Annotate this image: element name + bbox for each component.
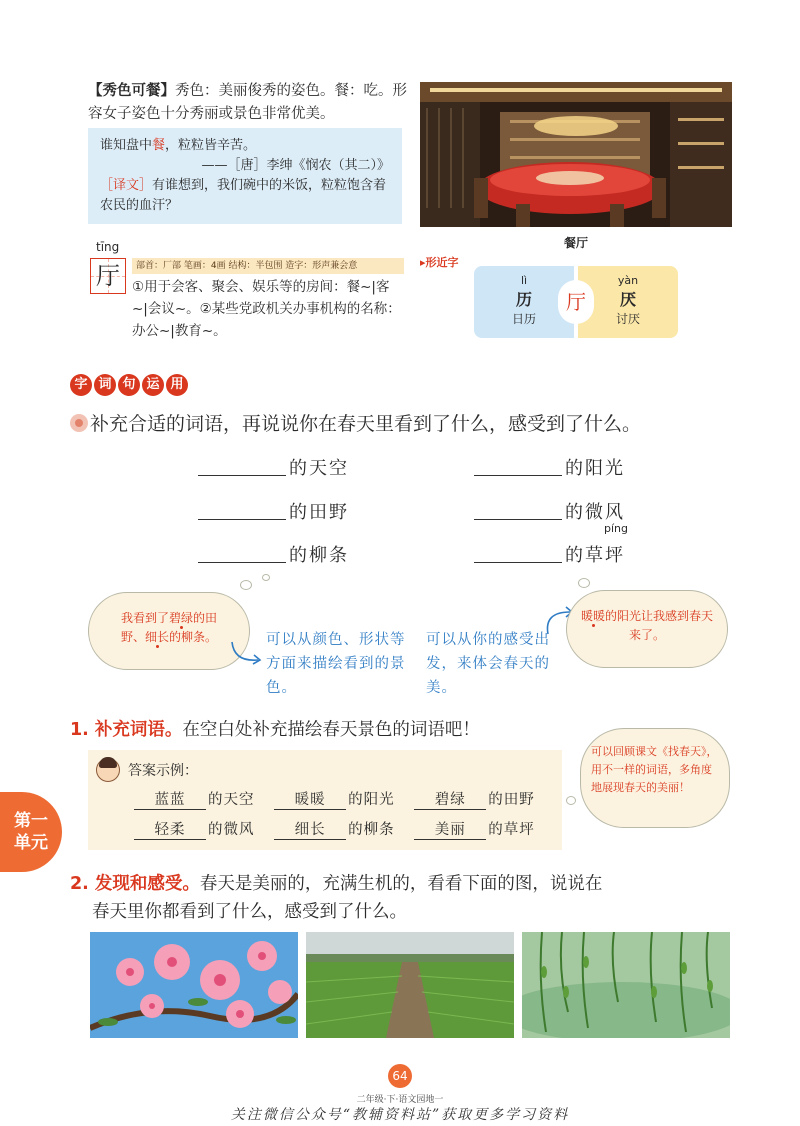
bubble-text: 的柳条。	[169, 630, 218, 644]
task-2-text-1: 春天是美丽的，充满生机的，看看下面的图，说说在	[199, 874, 603, 894]
answer-label: 的田野	[488, 792, 535, 808]
similar-left-pinyin: lì	[520, 274, 528, 287]
similar-right-char: 厌	[619, 290, 636, 309]
kid-avatar-icon	[96, 758, 120, 782]
task-instruction	[70, 410, 641, 438]
arrow-left-icon	[228, 640, 268, 670]
answer-fill: 美丽	[414, 818, 486, 840]
blank-line[interactable]	[198, 545, 286, 563]
blank-label: 的微风	[565, 502, 625, 523]
tip-left: 可以从颜色、形状等方面来描绘看到的景色。	[266, 632, 406, 696]
blank-line[interactable]	[474, 545, 562, 563]
poem-highlight: 餐	[152, 138, 166, 153]
blank-item[interactable]	[198, 541, 349, 567]
flower-icon	[70, 414, 88, 432]
photo-caption: 餐厅	[563, 236, 588, 250]
task-2-head: 2. 发现和感受。	[70, 874, 200, 894]
similar-left-char: 历	[515, 290, 532, 309]
bubble-keyword: 碧绿	[168, 611, 193, 625]
answer-label: 的微风	[208, 822, 255, 838]
thought-bubble-tip: 可以回顾课文《找春天》，用不一样的词语，多角度地展现春天的美丽！	[580, 728, 730, 828]
answer-fill: 细长	[274, 818, 346, 840]
blank-label: 的阳光	[565, 458, 625, 479]
answer-fill: 蓝蓝	[134, 788, 206, 810]
bubble-text: 野、	[120, 630, 145, 644]
unit-tab-line-2: 单元	[14, 833, 48, 853]
unit-tab-line-1: 第一	[14, 811, 48, 831]
task-1-text: 在空白处补充描绘春天景色的词语吧！	[182, 720, 480, 740]
blank-item[interactable]	[198, 454, 349, 480]
char-definition: ①用于会客、聚会、娱乐等的房间：餐~|客~|会议~。②某些党政机关办事机构的名称：办公~|教育~。	[132, 279, 401, 339]
char-pinyin: tīng	[96, 240, 120, 254]
blank-label: 的天空	[289, 458, 349, 479]
peach-blossom-photo	[90, 932, 298, 1038]
poem-text-a: 谁知盘中	[100, 138, 153, 153]
answer-fill: 碧绿	[414, 788, 486, 810]
answer-row	[134, 818, 535, 840]
blank-line[interactable]	[474, 458, 562, 476]
task-text: 补充合适的词语，再说说你在春天里看到了什么，感受到了什么。	[90, 413, 642, 435]
bubble-keyword: 暖暖	[580, 609, 605, 623]
char-box	[90, 258, 126, 294]
blank-item[interactable]	[198, 498, 349, 524]
task-2	[70, 870, 750, 926]
footer-promo: 关注微信公众号“教辅资料站”获取更多学习资料	[230, 1107, 570, 1123]
bubble-keyword: 细长	[144, 630, 169, 644]
ping-pinyin: píng	[604, 522, 628, 535]
tip-right: 可以从你的感受出发，来体会春天的美。	[426, 632, 550, 696]
char-meta: 部首：厂部 笔画：4画 结构：半包围 造字：形声兼会意	[132, 258, 404, 274]
idiom-entry	[88, 80, 410, 126]
answer-fill: 轻柔	[134, 818, 206, 840]
similar-chars-label: ▸形近字	[420, 256, 459, 269]
section-title-char: 词	[94, 374, 116, 396]
char-glyph: 厅	[96, 262, 120, 290]
thought-bubble-left	[88, 592, 250, 670]
similar-right-pinyin: yàn	[617, 274, 639, 287]
bubble-puff	[240, 580, 252, 590]
bubble-puff	[262, 574, 270, 581]
bubble-text: 的田	[193, 611, 218, 625]
section-title-char: 句	[118, 374, 140, 396]
answer-fill: 暖暖	[274, 788, 346, 810]
poem-translation	[100, 176, 390, 216]
answer-label: 的草坪	[488, 822, 535, 838]
answer-label: 的天空	[208, 792, 255, 808]
blank-item[interactable]	[474, 541, 625, 567]
blank-line[interactable]	[474, 502, 562, 520]
blank-label: 的草坪	[565, 545, 625, 566]
poem-source: ——［唐］李绅《悯农（其二）》	[201, 158, 390, 173]
task-1-head: 1. 补充词语。	[70, 720, 183, 740]
poem-text-b: ，粒粒皆辛苦。	[165, 138, 257, 153]
bubble-puff	[578, 578, 590, 588]
section-title-char: 运	[142, 374, 164, 396]
similar-right-word: 讨厌	[615, 312, 640, 326]
answer-label: 的阳光	[348, 792, 395, 808]
translation-text: 有谁想到，我们碗中的米饭，粒粒饱含着农民的血汗？	[100, 178, 387, 213]
translation-tag: ［译文］	[100, 178, 153, 193]
thought-bubble-right	[566, 590, 728, 668]
answer-label: 的柳条	[348, 822, 395, 838]
blank-label: 的柳条	[289, 545, 349, 566]
similar-left-word: 日历	[511, 312, 536, 326]
unit-tab[interactable]	[0, 792, 62, 872]
idiom-term: 【秀色可餐】	[88, 83, 175, 99]
bubble-text: 的阳光让我感到春天来了。	[605, 609, 714, 642]
blank-item[interactable]	[474, 454, 625, 480]
blank-line[interactable]	[198, 502, 286, 520]
poem-box	[88, 128, 402, 224]
section-title-char: 字	[70, 374, 92, 396]
task-2-text-2: 春天里你都看到了什么，感受到了什么。	[92, 902, 407, 922]
blank-item[interactable]	[474, 498, 625, 524]
green-field-photo	[306, 932, 514, 1038]
task-1	[70, 716, 480, 744]
bubble-puff	[566, 796, 576, 805]
restaurant-photo	[420, 82, 732, 227]
section-title-char: 用	[166, 374, 188, 396]
blank-label: 的田野	[289, 502, 349, 523]
bubble-text: 我看到了	[120, 611, 169, 625]
idiom-definition: 秀色：美丽俊秀的姿色。餐：吃。形容女子姿色十分秀丽或景色非常优美。	[88, 83, 407, 122]
similar-center: 厅	[558, 280, 594, 324]
section-title	[70, 374, 190, 396]
answer-title: 答案示例：	[128, 763, 198, 779]
willow-photo	[522, 932, 730, 1038]
footer-grade: 二年级·下·语文园地一	[356, 1095, 444, 1105]
poem-line	[100, 136, 390, 156]
page-number: 64	[388, 1064, 412, 1088]
answer-row	[134, 788, 535, 810]
similar-chars	[474, 266, 678, 338]
blank-line[interactable]	[198, 458, 286, 476]
